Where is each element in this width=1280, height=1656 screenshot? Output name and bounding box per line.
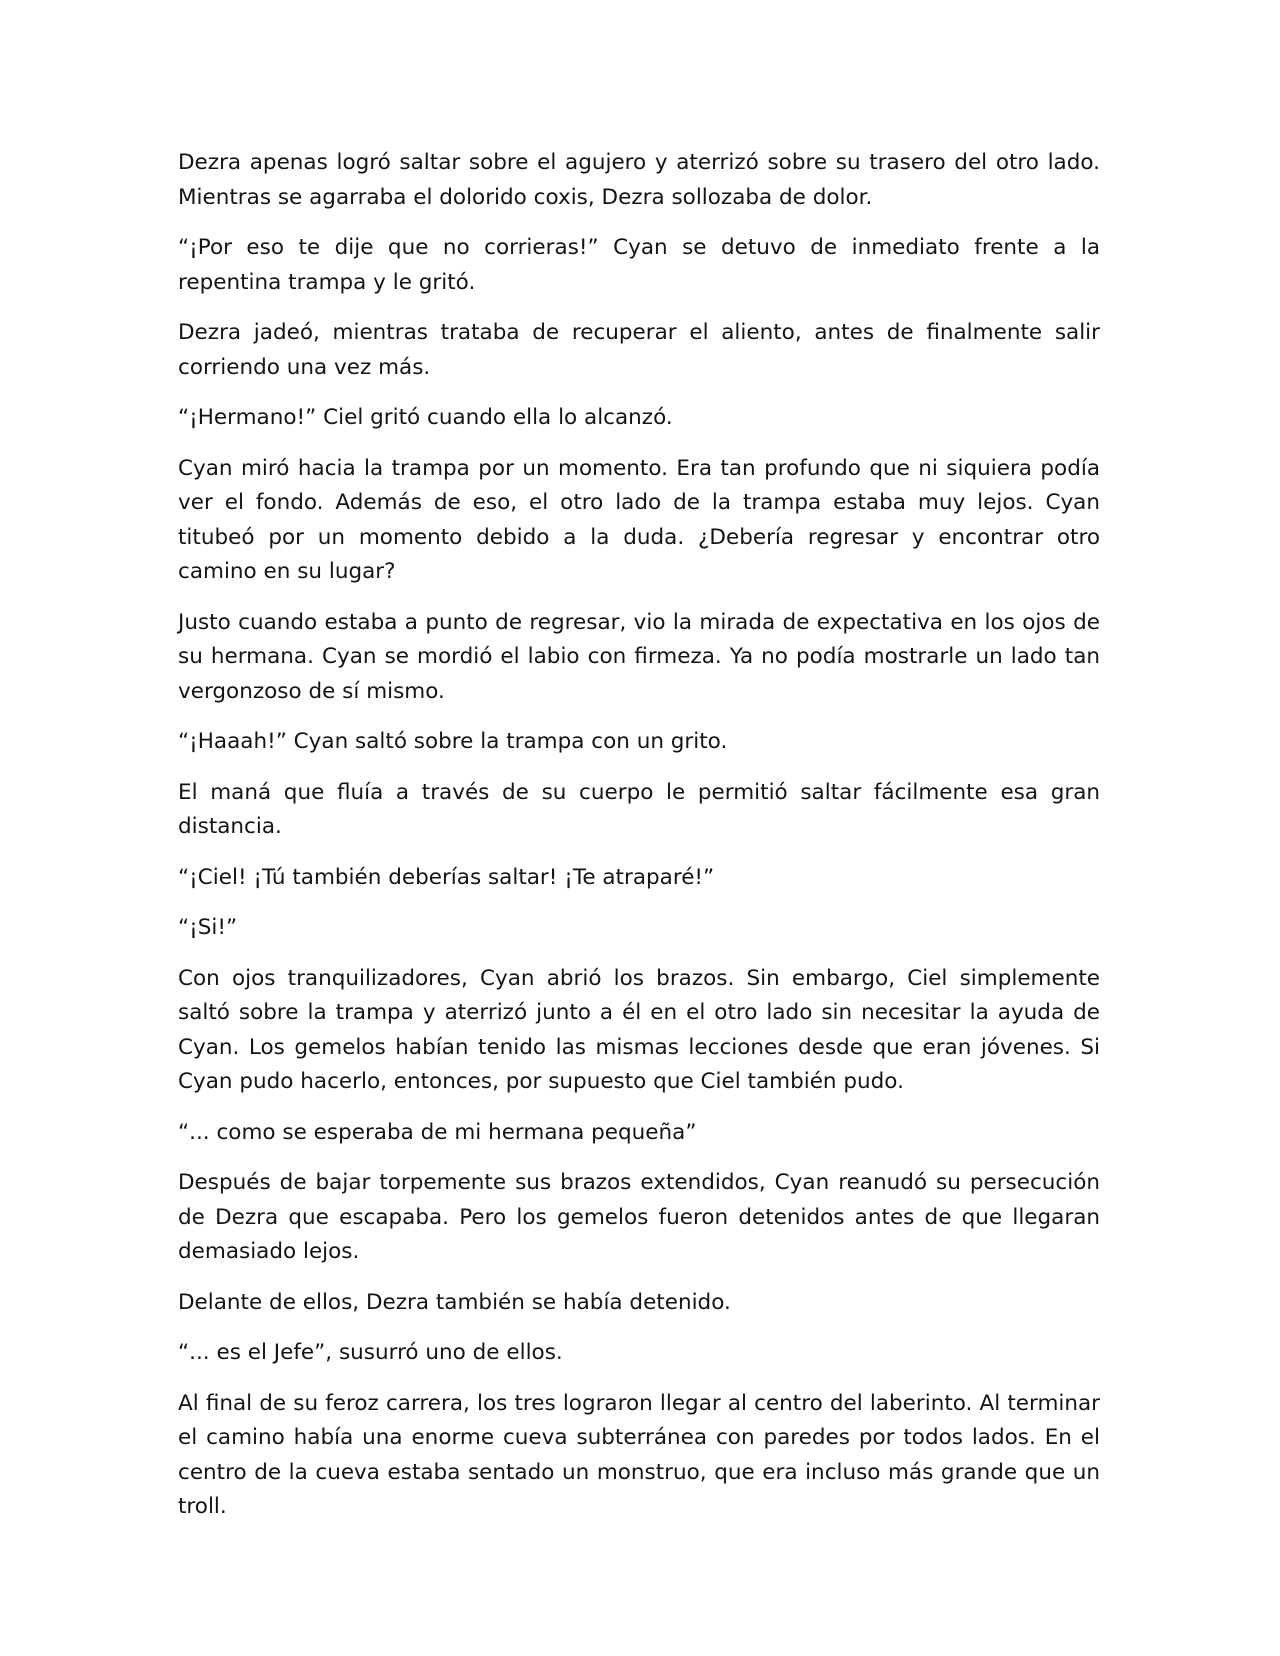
paragraph: “¡Si!”: [178, 915, 238, 940]
paragraph: Con ojos tranquilizadores, Cyan abrió los brazos. Sin embargo, Ciel simplemente saltó sobre la trampa y aterrizó junto a él en el otro lado sin necesitar la ayuda de Cyan. Los gemelos habían tenido las mismas lecciones desde que eran jóvenes. Si Cyan pudo hacerlo, entonces, por supuesto que Ciel también pudo.: [178, 965, 1100, 1094]
paragraph: Al final de su feroz carrera, los tres lograron llegar al centro del laberinto. Al terminar el camino había una enorme cueva subterránea con paredes por todos lados. En el centro de la cueva estaba sentado un monstruo, que era incluso más grande que un troll.: [178, 1390, 1100, 1519]
paragraph: “... es el Jefe”, susurró uno de ellos.: [178, 1340, 563, 1365]
paragraph: El maná que fluía a través de su cuerpo le permitió saltar fácilmente esa gran distancia.: [178, 779, 1100, 839]
paragraph: Después de bajar torpemente sus brazos extendidos, Cyan reanudó su persecución de Dezra que escapaba. Pero los gemelos fueron detenidos antes de que llegaran demasiado lejos.: [178, 1170, 1100, 1264]
paragraph: Justo cuando estaba a punto de regresar, vio la mirada de expectativa en los ojos de su hermana. Cyan se mordió el labio con firmeza. Ya no podía mostrarle un lado tan vergonzoso de sí mismo.: [178, 609, 1100, 704]
paragraph: “¡Haaah!” Cyan saltó sobre la trampa con un grito.: [178, 729, 728, 754]
paragraph: Cyan miró hacia la trampa por un momento. Era tan profundo que ni siquiera podía ver el fondo. Además de eso, el otro lado de la trampa estaba muy lejos. Cyan titubeó por un momento debido a la duda. ¿Debería regresar y encontrar otro camino en su lugar?: [178, 455, 1100, 584]
paragraph: Delante de ellos, Dezra también se había detenido.: [178, 1289, 731, 1315]
paragraph: “... como se esperaba de mi hermana pequeña”: [178, 1119, 697, 1145]
paragraph: “¡Ciel! ¡Tú también deberías saltar! ¡Te atraparé!”: [178, 864, 715, 890]
document-body: [178, 146, 1100, 1541]
paragraph: “¡Por eso te dije que no corrieras!” Cyan se detuvo de inmediato frente a la repentina trampa y le gritó.: [178, 235, 1100, 295]
paragraph: “¡Hermano!” Ciel gritó cuando ella lo alcanzó.: [178, 405, 673, 430]
paragraph: Dezra jadeó, mientras trataba de recuperar el aliento, antes de finalmente salir corriendo una vez más.: [178, 320, 1100, 380]
paragraph: Dezra apenas logró saltar sobre el agujero y aterrizó sobre su trasero del otro lado. Mientras se agarraba el dolorido coxis, Dezra sollozaba de dolor.: [178, 150, 1100, 210]
